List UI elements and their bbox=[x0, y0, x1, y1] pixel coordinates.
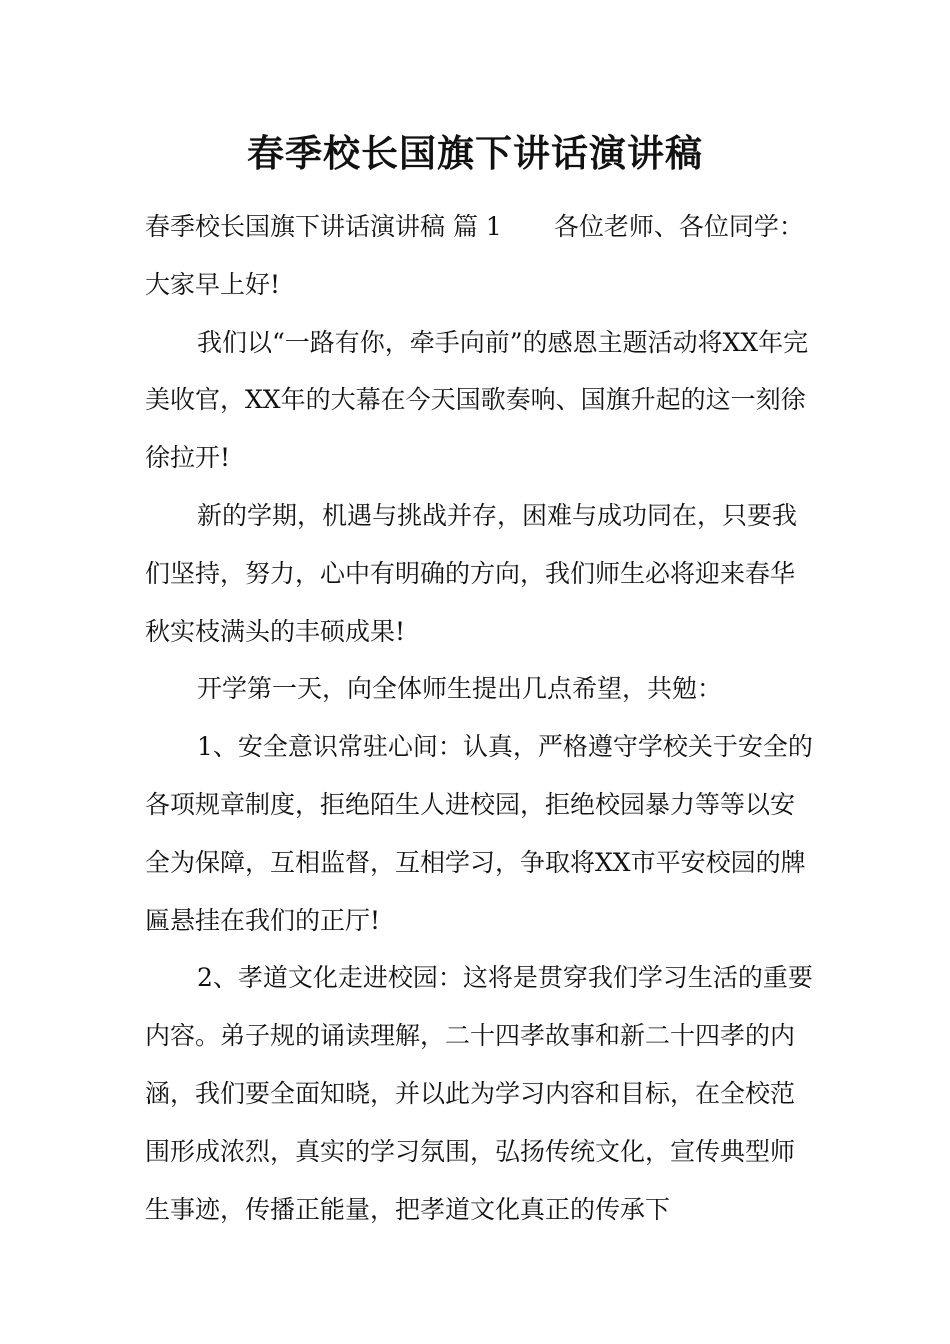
paragraph: 新的学期，机遇与挑战并存，困难与成功同在，只要我们坚持，努力，心中有明确的方向，我们师生必将迎来春华秋实枝满头的丰硕成果! bbox=[145, 500, 798, 646]
greeting: 大家早上好! bbox=[145, 269, 281, 299]
paragraph: 1、安全意识常驻心间：认真，严格遵守学校关于安全的各项规章制度，拒绝陌生人进校园，拒绝校园暴力等等以安全为保障，互相监督，互相学习，争取将XX市平安校园的牌匾悬挂在我们的正厅! bbox=[145, 732, 813, 935]
salutation: 各位老师、各位同学： bbox=[553, 212, 804, 241]
intro-line bbox=[145, 198, 815, 314]
section-heading: 春季校长国旗下讲话演讲稿 bbox=[145, 212, 446, 241]
paragraph: 开学第一天，向全体师生提出几点希望，共勉： bbox=[197, 674, 723, 704]
section-label: 篇 1 bbox=[452, 212, 502, 241]
paragraph: 2、孝道文化走进校园：这将是贯穿我们学习生活的重要内容。弟子规的诵读理解，二十四孝故事和新二十四孝的内涵，我们要全面知晓，并以此为学习内容和目标，在全校范围形成浓烈，真实的学习氛围，弘扬传统文化，宣传典型师生事迹，传播正能量，把孝道文化真正的传承下 bbox=[145, 963, 813, 1224]
document-title: 春季校长国旗下讲话演讲稿 bbox=[247, 132, 703, 175]
paragraph: 我们以“一路有你，牵手向前”的感恩主题活动将XX年完美收官，XX年的大幕在今天国歌奏响、国旗升起的这一刻徐徐拉开! bbox=[145, 327, 809, 473]
document-body bbox=[145, 198, 815, 1238]
